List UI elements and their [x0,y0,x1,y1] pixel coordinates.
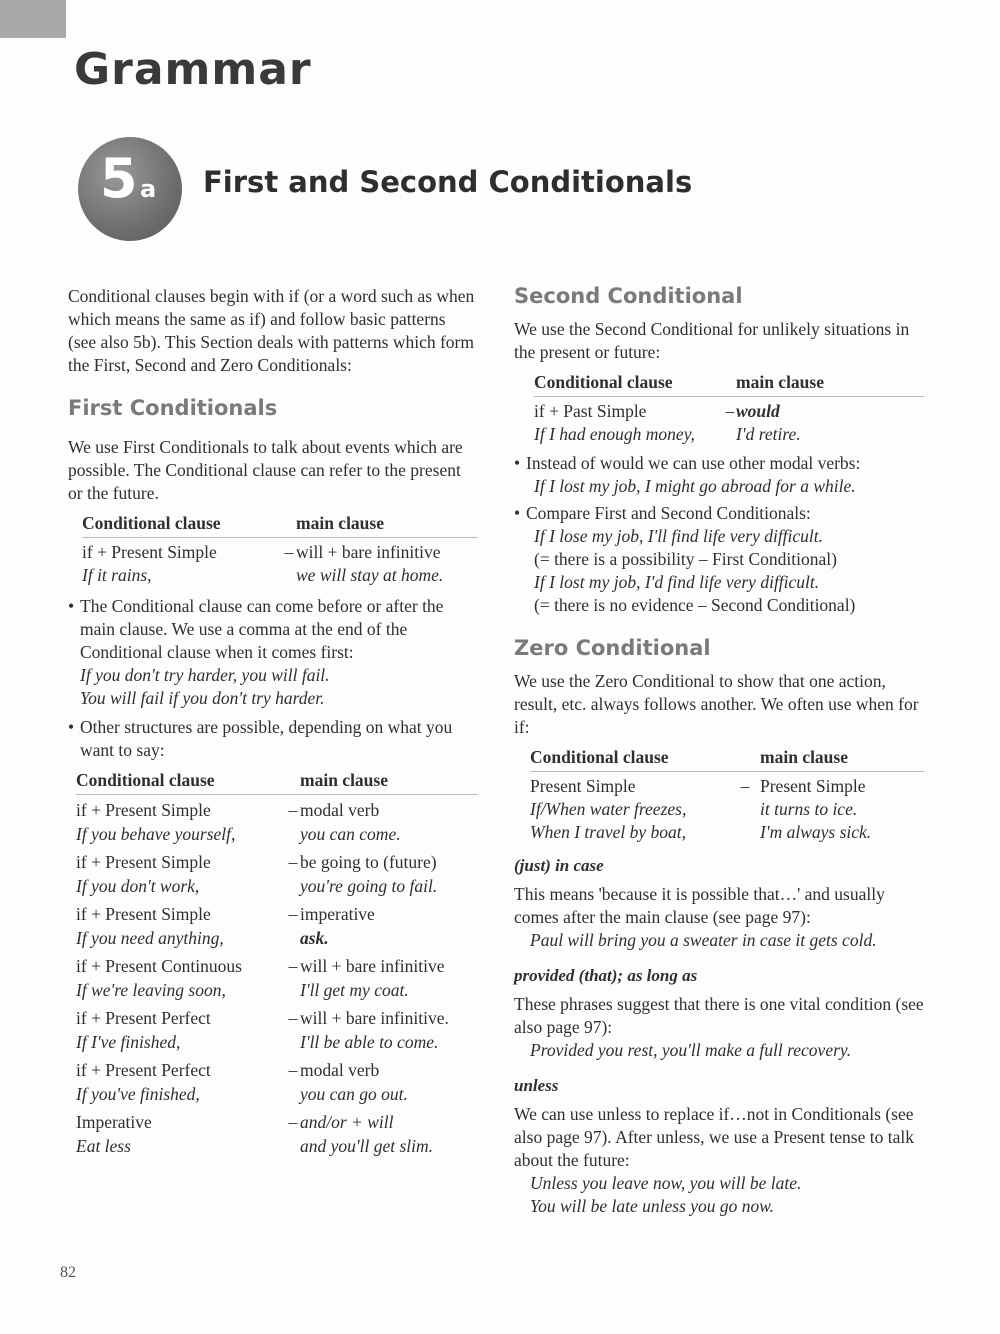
table-header: main clause [736,371,924,397]
table-header: Conditional clause [76,769,286,795]
table-cell [286,823,300,846]
table-header: Conditional clause [530,746,730,772]
table-header: main clause [760,746,924,772]
structures-table [76,769,478,1158]
table-cell: it turns to ice. [760,799,858,819]
table-cell: we will stay at home. [296,565,444,585]
badge-letter: a [140,175,157,203]
example-line: Provided you rest, you'll make a full recovery. [530,1040,852,1060]
just-in-case-text: This means 'because it is possible that…' and usually comes after the main clause (see page 97): [514,884,885,927]
table-cell: you can come. [300,824,401,844]
table-cell [730,821,760,844]
badge-number: 5 [100,147,138,210]
just-in-case-heading: (just) in case [514,856,604,875]
provided-heading: provided (that); as long as [514,966,698,985]
table-cell: – [288,1112,298,1132]
table-cell: modal verb [300,800,380,820]
table-cell [724,423,736,446]
table-header: Conditional clause [82,512,282,538]
table-cell: and you'll get slim. [300,1136,434,1156]
table-header: Conditional clause [534,371,724,397]
table-cell: If I had enough money, [534,424,695,444]
first-conditional-heading: First Conditionals [68,396,278,420]
table-cell: and/or + will [300,1112,394,1132]
table-cell: I'll be able to come. [300,1032,439,1052]
unless-text: We can use unless to replace if…not in Conditionals (see also page 97). After unless, we use a Present tense to talk about the future: [514,1104,914,1170]
example-line: If you don't try harder, you will fail. [80,665,330,685]
first-conditional-table [82,512,478,587]
table-cell: – [288,1060,298,1080]
table-cell: if + Present Simple [76,852,211,872]
table-cell: When I travel by boat, [530,822,686,842]
second-conditional-text: We use the Second Conditional for unlikely situations in the present or future: [514,319,910,362]
table-cell: If/When water freezes, [530,799,687,819]
zero-conditional-text: We use the Zero Conditional to show that one action, result, etc. always follows another. We often use when for if: [514,671,919,737]
table-cell: will + bare infinitive [300,956,445,976]
table-cell [286,927,300,950]
table-cell: if + Present Perfect [76,1008,211,1028]
table-cell: – [288,852,298,872]
zero-conditional-table [530,746,924,844]
example-line: Unless you leave now, you will be late. [530,1173,802,1193]
zero-conditional-heading: Zero Conditional [514,636,711,660]
second-bullet-1: • Instead of would we can use other modal verbs: [514,453,861,473]
table-cell [286,1083,300,1106]
second-conditional-table [534,371,924,446]
table-cell: if + Present Simple [76,904,211,924]
table-cell: Present Simple [530,776,636,796]
table-cell [286,875,300,898]
example-line: If I lose my job, I'll find life very difficult. [534,526,824,546]
table-cell: I'd retire. [736,424,801,444]
page-number: 82 [60,1264,76,1281]
second-bullet-2: • Compare First and Second Conditionals: [514,503,811,523]
table-cell: – [284,542,294,562]
intro-paragraph: Conditional clauses begin with if (or a word such as when which means the same as if) and follow basic patterns (see also 5b). This Section deals with patterns which form the First, Second and Zero Conditionals: [68,286,475,375]
table-cell: Eat less [76,1136,131,1156]
table-cell: would [736,401,780,421]
table-cell [730,798,760,821]
table-cell: – [740,776,750,796]
table-cell: will + bare infinitive. [300,1008,449,1028]
table-cell: If you don't work, [76,876,200,896]
table-cell: If you need anything, [76,928,224,948]
table-cell: Imperative [76,1112,152,1132]
second-conditional-heading: Second Conditional [514,284,743,308]
table-header: main clause [300,769,478,795]
table-cell: if + Present Simple [82,542,217,562]
section-badge [78,137,182,241]
table-cell: If it rains, [82,565,152,585]
example-line: Paul will bring you a sweater in case it gets cold. [530,930,877,950]
unless-heading: unless [514,1076,559,1095]
example-line: If I lost my job, I might go abroad for a while. [534,476,856,496]
table-cell: If you've finished, [76,1084,200,1104]
example-line: You will fail if you don't try harder. [80,688,325,708]
table-cell: – [288,956,298,976]
table-cell: if + Present Continuous [76,956,242,976]
table-cell: – [288,800,298,820]
table-cell: you can go out. [300,1084,408,1104]
table-cell: – [288,1008,298,1028]
first-bullet-1: • The Conditional clause can come before or after the main clause. We use a comma at the end of the Conditional clause when it comes first: [68,596,444,662]
table-cell: I'm always sick. [760,822,872,842]
bullet-text: The Conditional clause can come before or after the main clause. We use a comma at the end of the Conditional clause when it comes first: [80,596,444,662]
table-cell [286,979,300,1002]
bullet-text: Compare First and Second Conditionals: [526,503,811,523]
example-line: If I lost my job, I'd find life very difficult. [534,572,820,592]
section-title: First and Second Conditionals [203,165,693,199]
table-cell: be going to (future) [300,852,437,872]
table-cell: if + Present Perfect [76,1060,211,1080]
table-cell: If I've finished, [76,1032,181,1052]
table-cell: if + Present Simple [76,800,211,820]
example-line: You will be late unless you go now. [530,1196,775,1216]
bullet-text: Instead of would we can use other modal verbs: [526,453,861,473]
table-cell: If you behave yourself, [76,824,236,844]
chapter-heading: Grammar [74,44,312,95]
table-cell: If we're leaving soon, [76,980,226,1000]
example-note: (= there is a possibility – First Conditional) [534,549,837,569]
table-cell [286,1135,300,1158]
table-cell: you're going to fail. [300,876,438,896]
first-conditional-text: We use First Conditionals to talk about events which are possible. The Conditional clause can refer to the present or the future. [68,437,463,503]
table-cell: Present Simple [760,776,866,796]
bullet-text: Other structures are possible, depending on what you want to say: [80,717,453,760]
table-cell: will + bare infinitive [296,542,441,562]
table-cell: I'll get my coat. [300,980,409,1000]
table-cell [282,564,296,587]
example-note: (= there is no evidence – Second Conditional) [534,595,856,615]
table-cell: ask. [300,928,329,948]
corner-tab [0,0,66,38]
table-header: main clause [296,512,478,538]
table-cell: modal verb [300,1060,380,1080]
first-bullet-2: • Other structures are possible, depending on what you want to say: [68,717,453,760]
table-cell: – [725,401,735,421]
table-cell: imperative [300,904,375,924]
table-cell [286,1031,300,1054]
table-cell: – [288,904,298,924]
provided-text: These phrases suggest that there is one vital condition (see also page 97): [514,994,924,1037]
table-cell: if + Past Simple [534,401,647,421]
right-column [514,285,924,1218]
left-column [68,285,478,1164]
